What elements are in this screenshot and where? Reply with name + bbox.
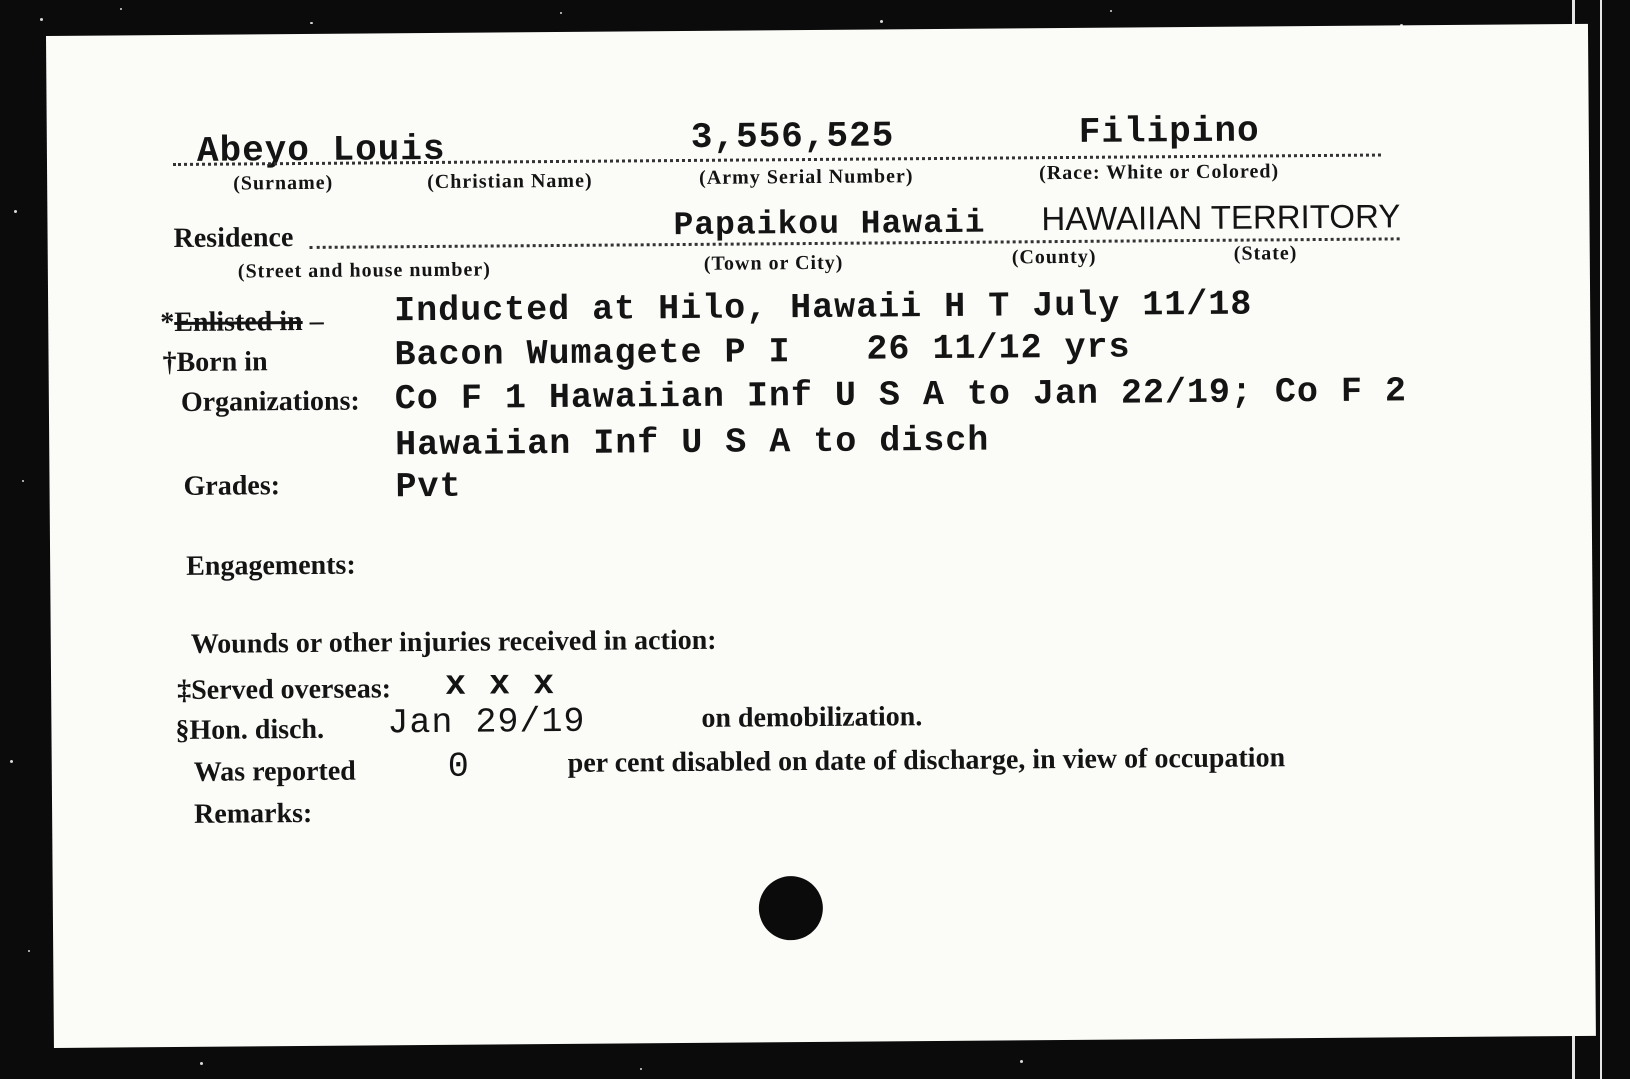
scan-speck [200, 1062, 203, 1065]
scan-speck [310, 22, 313, 24]
scan-speck [40, 18, 43, 21]
residence-label: Residence [173, 222, 294, 255]
born-place-value: Bacon Wumagete P I [394, 332, 791, 376]
scan-speck [880, 20, 883, 23]
enlisted-marker: * [160, 307, 175, 339]
town-caption: (Town or City) [703, 251, 844, 275]
residence-town-value: Papaikou Hawaii [673, 204, 986, 245]
service-record-card [46, 24, 1596, 1048]
race-caption: (Race: White or Colored) [1039, 160, 1280, 185]
enlisted-label: *Enlisted in – [160, 305, 324, 339]
scan-speck [1020, 1060, 1023, 1063]
grades-label: Grades: [183, 470, 281, 502]
scan-edge-line [1600, 0, 1602, 1079]
surname-christian-name-value: Abeyo Louis [196, 128, 446, 172]
reported-label: Was reported [193, 755, 356, 788]
surname-caption: (Surname) [233, 171, 334, 195]
scan-speck [640, 1068, 642, 1070]
hon-disch-label: §Hon. disch. [175, 713, 325, 747]
organizations-line-2: Hawaiian Inf U S A to disch [395, 420, 990, 466]
reported-suffix: per cent disabled on date of discharge, in view of occupation [567, 742, 1286, 779]
enlisted-value: Inducted at Hilo, Hawaii H T July 11/18 [394, 284, 1253, 332]
serial-number-value: 3,556,525 [690, 115, 895, 158]
organizations-label: Organizations: [180, 385, 360, 418]
grades-value: Pvt [395, 466, 462, 508]
residence-state-value: HAWAIIAN TERRITORY [1041, 197, 1401, 238]
scan-speck [10, 760, 13, 763]
enlisted-label-text: Enlisted in [174, 305, 303, 339]
street-caption: (Street and house number) [237, 258, 491, 283]
state-caption: (State) [1233, 242, 1298, 265]
scan-speck [22, 480, 24, 482]
organizations-line-1: Co F 1 Hawaiian Inf U S A to Jan 22/19; Co F 2 [394, 371, 1408, 420]
remarks-label: Remarks: [193, 797, 313, 830]
scan-speck [14, 210, 17, 213]
hon-disch-suffix: on demobilization. [701, 701, 923, 734]
scan-speck [28, 950, 30, 952]
county-caption: (County) [1011, 245, 1097, 269]
scan-speck [120, 8, 122, 10]
served-overseas-label: ‡Served overseas: [177, 673, 392, 706]
served-overseas-value: x x x [444, 664, 556, 705]
serial-number-caption: (Army Serial Number) [699, 165, 914, 189]
race-value: Filipino [1078, 110, 1260, 153]
hon-disch-date-value: Jan 29/19 [387, 701, 586, 744]
born-label: †Born in [162, 346, 268, 379]
engagements-label: Engagements: [186, 549, 356, 582]
scan-speck [1110, 10, 1112, 12]
born-age-value: 26 11/12 yrs [866, 327, 1131, 370]
christian-name-caption: (Christian Name) [427, 169, 593, 194]
scan-speck [560, 12, 562, 14]
punch-hole [759, 876, 824, 941]
wounds-label: Wounds or other injuries received in action: [190, 624, 717, 660]
reported-value: 0 [447, 746, 470, 787]
